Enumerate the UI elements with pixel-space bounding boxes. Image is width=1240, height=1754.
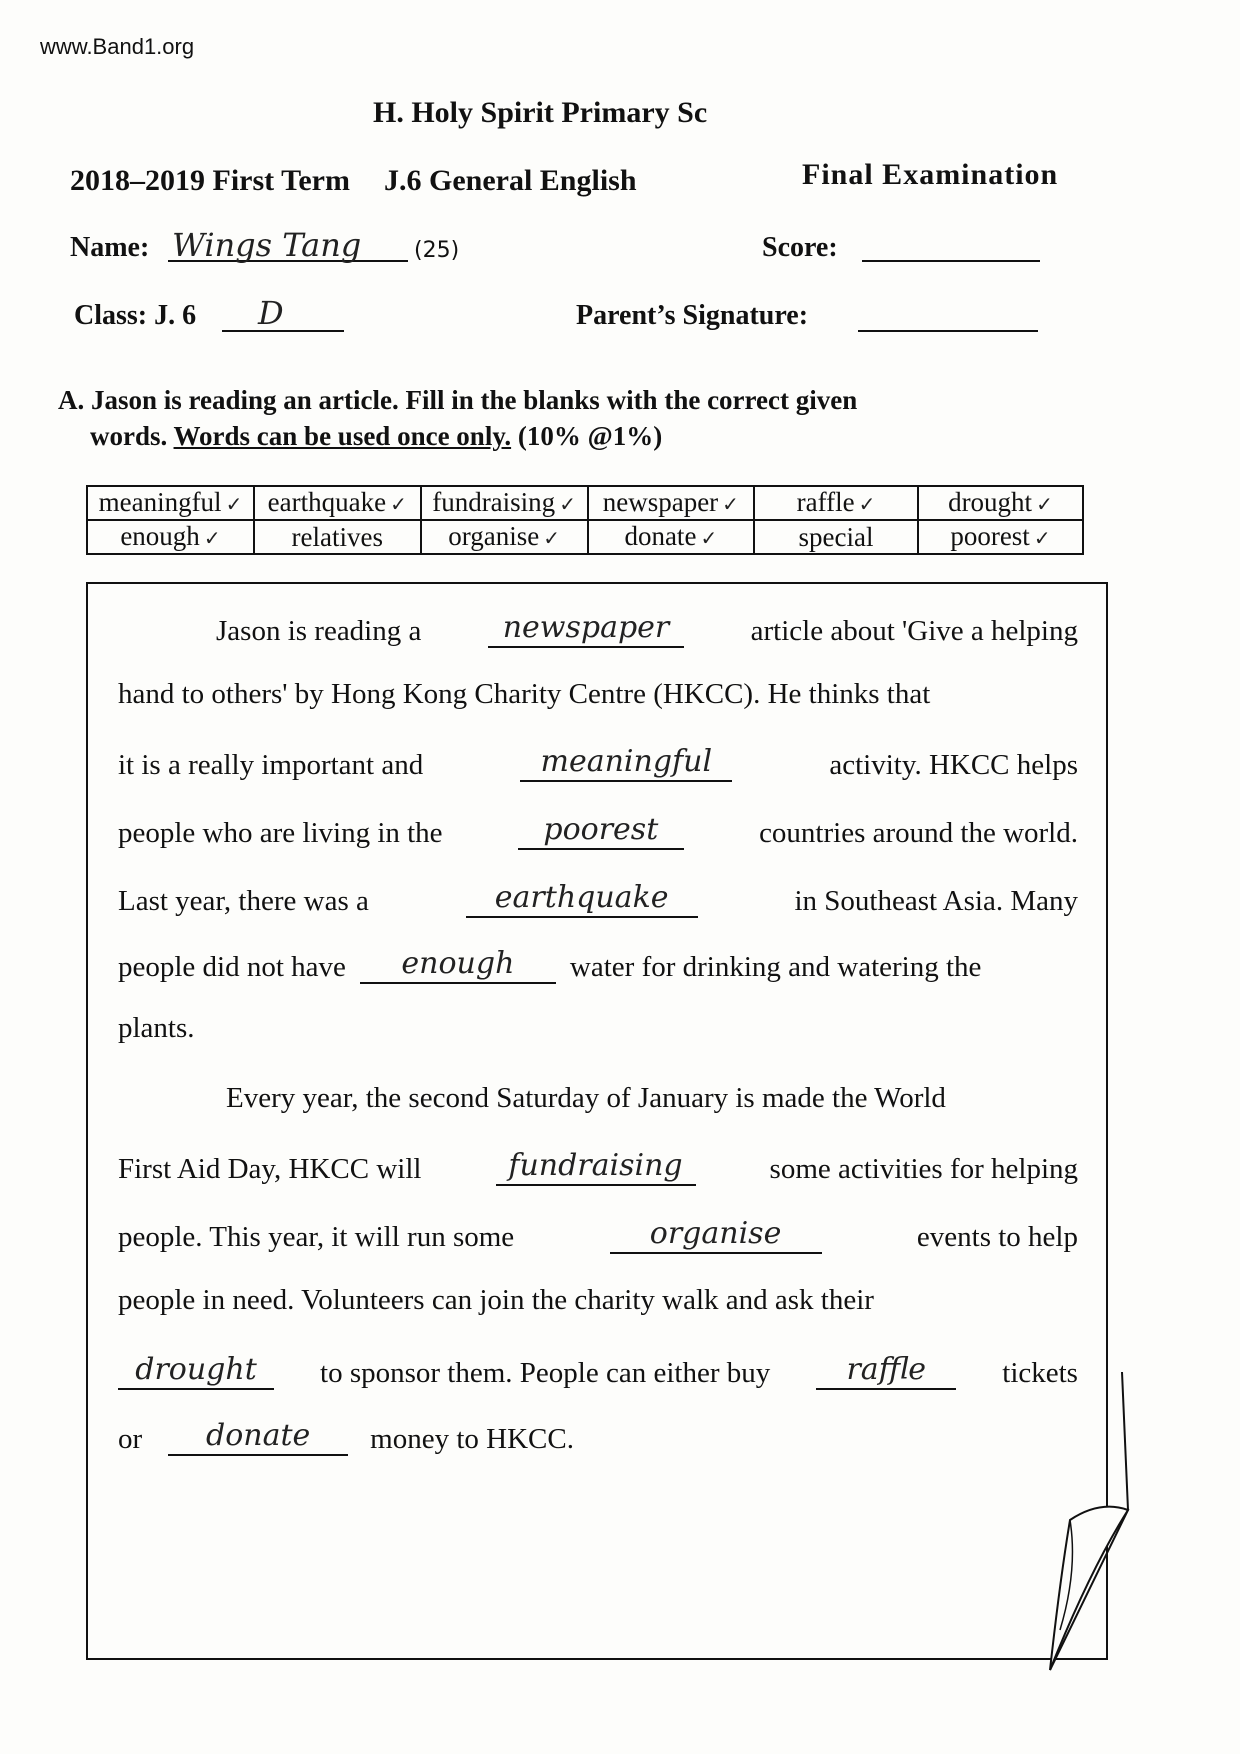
term-label: 2018–2019 First Term xyxy=(70,164,350,197)
section-a-instruction xyxy=(58,382,1068,454)
tick-icon: ✓ xyxy=(390,492,407,516)
passage-line: people. This year, it will run some organise events to help xyxy=(118,1216,1078,1253)
word-cell: drought ✓ xyxy=(918,486,1083,520)
exam-title xyxy=(70,164,637,198)
class-number: (25) xyxy=(414,238,460,263)
blank-1: newspaper xyxy=(488,610,684,648)
passage-line: people in need. Volunteers can join the charity walk and ask their xyxy=(118,1284,874,1316)
score-line xyxy=(862,260,1040,262)
instruction-line-1: A. Jason is reading an article. Fill in the blanks with the correct given xyxy=(58,385,858,415)
blank-4: earthquake xyxy=(466,880,698,918)
instruction-marks: (10% @1%) xyxy=(517,421,663,451)
passage-line: people who are living in the poorest countries around the world. xyxy=(118,812,1078,849)
passage-line: Last year, there was a earthquake in Southeast Asia. Many xyxy=(118,880,1078,917)
tick-icon: ✓ xyxy=(1036,492,1053,516)
word-cell: raffle ✓ xyxy=(754,486,918,520)
blank-10: donate xyxy=(168,1418,348,1456)
passage-line: it is a really important and meaningful activity. HKCC helps xyxy=(118,744,1078,781)
blank-7: organise xyxy=(610,1216,822,1254)
word-cell: newspaper ✓ xyxy=(588,486,755,520)
passage-line: people did not have enough water for drinking and watering the xyxy=(118,946,982,983)
word-cell: fundraising ✓ xyxy=(421,486,588,520)
tick-icon: ✓ xyxy=(858,492,876,516)
name-label: Name: xyxy=(70,232,150,263)
tick-icon: ✓ xyxy=(225,492,243,516)
word-box-row xyxy=(87,520,1083,554)
blank-3: poorest xyxy=(518,812,684,850)
blank-2: meaningful xyxy=(520,744,732,782)
class-label: Class: J. 6 xyxy=(74,300,197,331)
passage-line: Every year, the second Saturday of January is made the World xyxy=(226,1082,946,1114)
passage-line: plants. xyxy=(118,1012,195,1044)
name-handwriting: Wings Tang xyxy=(172,226,362,264)
parent-signature-line xyxy=(858,330,1038,332)
blank-8: drought xyxy=(118,1352,274,1390)
tick-icon: ✓ xyxy=(700,526,718,550)
subject-label: J.6 General English xyxy=(383,164,637,197)
instruction-line-2 xyxy=(58,418,1068,454)
page-curl-icon xyxy=(1030,1370,1140,1670)
passage-line: drought to sponsor them. People can either buy raffle tickets xyxy=(118,1352,1078,1390)
site-watermark: www.Band1.org xyxy=(40,34,195,59)
passage-line: Jason is reading a newspaper article about 'Give a helping xyxy=(216,610,1078,647)
blank-6: fundraising xyxy=(496,1148,696,1186)
tick-icon: ✓ xyxy=(559,492,576,516)
passage-line: First Aid Day, HKCC will fundraising some activities for helping xyxy=(118,1148,1078,1185)
passage-box xyxy=(86,582,1108,1660)
word-cell: organise ✓ xyxy=(421,520,588,554)
blank-9: raffle xyxy=(816,1352,956,1390)
passage-line: or donate money to HKCC. xyxy=(118,1418,574,1455)
word-cell: meaningful ✓ xyxy=(87,486,254,520)
exam-title-cutoff-text: Final Examination xyxy=(802,158,1059,191)
class-handwriting: D xyxy=(258,294,284,332)
tick-icon: ✓ xyxy=(203,526,221,550)
tick-icon: ✓ xyxy=(543,526,560,550)
school-name: H. Holy Spirit Primary Sc xyxy=(373,96,708,129)
word-cell: earthquake ✓ xyxy=(254,486,421,520)
instruction-words: words. xyxy=(90,421,168,451)
instruction-once-only: Words can be used once only. xyxy=(173,421,512,451)
exam-title-cutoff xyxy=(802,158,1092,191)
parent-signature-label: Parent’s Signature: xyxy=(576,300,809,331)
word-box xyxy=(86,485,1084,555)
blank-5: enough xyxy=(360,946,556,984)
tick-icon: ✓ xyxy=(722,492,739,516)
passage-line: hand to others' by Hong Kong Charity Centre (HKCC). He thinks that xyxy=(118,678,931,710)
tick-icon: ✓ xyxy=(1033,526,1051,550)
word-cell: relatives xyxy=(254,520,421,554)
score-label: Score: xyxy=(762,232,838,263)
word-box-row xyxy=(87,486,1083,520)
word-cell: special xyxy=(754,520,918,554)
word-cell: enough ✓ xyxy=(87,520,254,554)
word-cell: poorest ✓ xyxy=(918,520,1083,554)
word-cell: donate ✓ xyxy=(588,520,755,554)
